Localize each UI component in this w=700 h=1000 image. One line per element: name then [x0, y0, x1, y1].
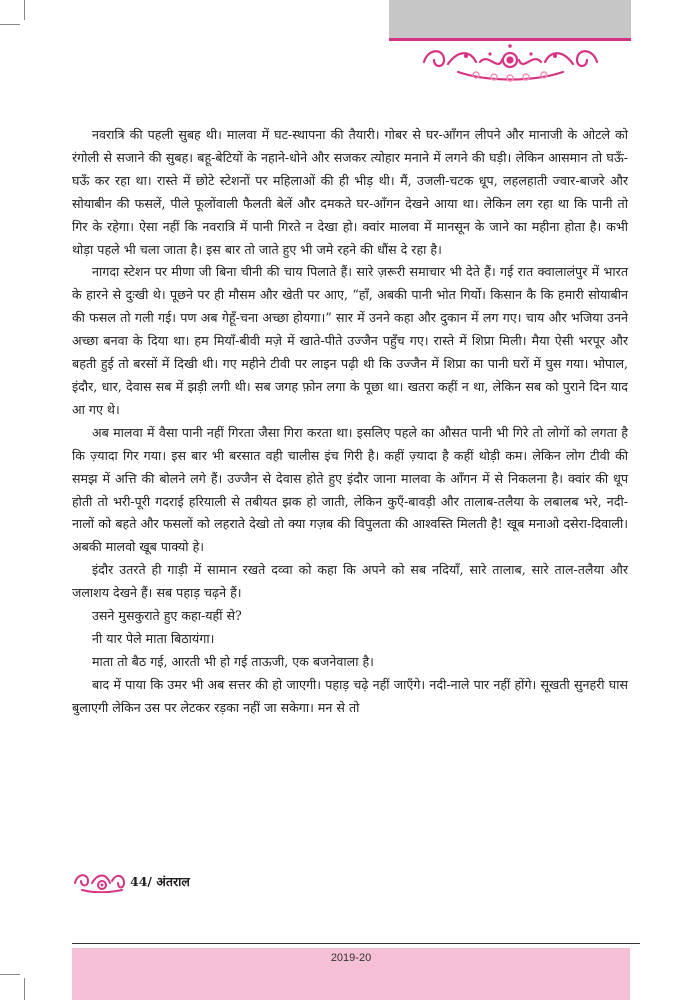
- paragraph: नागदा स्टेशन पर मीणा जी बिना चीनी की चाय पिलाते हैं। सारे ज़रूरी समाचार भी देते हैं। गई रात क्वालालंपुर में भारत के हारने से दुःखी थे। पूछने पर ही मौसम और खेती पर आए, “हाँ, अबकी पानी भोत गिर्यो। किसान कै कि हमारी सोयाबीन की फसल तो गली गई। पण अब गेहूँ-चना अच्छा होयगा।” सार में उनने कहा और दुकान में लग गए। चाय और भजिया उनने अच्छा बनवा के दिया था। हम मियाँ-बीवी मज़े में खाते-पीते उज्जैन पहुँच गए। रास्ते में शिप्रा मिली। मैया ऐसी भरपूर और बहती हुई तो बरसों में दिखी थी। गए महीने टीवी पर लाइन पढ़ी थी कि उज्जैन में शिप्रा का पानी घरों में घुस गया। भोपाल, इंदौर, धार, देवास सब में झड़ी लगी थी। सब जगह फ़ोन लगा के पूछा था। खतरा कहीं न था, लेकिन सब को पुराने दिन याद आ गए थे।: [72, 264, 628, 417]
- footer-band: [72, 948, 630, 1000]
- page-number-label: 44/ अंतराल: [130, 873, 190, 889]
- dialogue-line: माता तो बैठ गई, आरती भी हो गई ताऊजी, एक बजनेवाला है।: [92, 653, 374, 669]
- page-footer: [72, 868, 190, 894]
- year-label: 2019-20: [330, 952, 372, 964]
- dialogue-line: उसने मुसकुराते हुए कहा-यहीं से?: [92, 608, 242, 624]
- crop-mark: [24, 0, 25, 20]
- header-tab: [389, 0, 631, 38]
- paragraph: बाद में पाया कि उमर भी अब सत्तर की हो जाएगी। पहाड़ चढ़े नहीं जाएँगे। नदी-नाले पार नहीं होंगे। सूखती सुनहरी घास बुलाएगी लेकिन उस पर लेटकर रड़का नहीं जा सकेगा। मन से तो: [72, 676, 628, 715]
- paragraph: इंदौर उतरते ही गाड़ी में सामान रखते दव्वा को कहा कि अपने को सब नदियाँ, सारे तालाब, सारे ताल-तलैया और जलाशय देखने हैं। सब पहाड़ चढ़ने हैं।: [72, 562, 628, 601]
- paragraph: अब मालवा में वैसा पानी नहीं गिरता जैसा गिरा करता था। इसलिए पहले का औसत पानी भी गिरे तो लोगों को लगता है कि ज़्यादा गिर गया। इस बार भी बरसात वही चालीस इंच गिरी है। कहीं ज़्यादा है कहीं थोड़ी कम। लेकिन लोग टीवी की समझ में अत्ति की बोलने लगे हैं। उज्जैन से देवास होते हुए इंदौर जाना मालवा के आँगन में से निकलना है। क्वांर की धूप होती तो भरी-पूरी गदराई हरियाली से तबीयत झक हो जाती, लेकिन कुएँ-बावड़ी और तालाब-तलैया के लबालब भरे, नदी-नालों को बहते और फसलों को लहराते देखो तो क्या गज़ब की विपुलता की आश्वस्ति मिलती है! खूब मनाओ दसेरा-दिवाली। अबकी मालवो खूब पाक्यो हे।: [72, 424, 628, 555]
- chapter-body: [72, 124, 628, 720]
- floral-ornament-icon: [418, 42, 603, 82]
- dialogue-line: नी यार पेले माता बिठायंगा।: [92, 630, 215, 646]
- footer-rule: [72, 943, 640, 944]
- crop-mark: [0, 974, 20, 975]
- paragraph: नवरात्रि की पहली सुबह थी। मालवा में घट-स्थापना की तैयारी। गोबर से घर-आँगन लीपने और मानाजी के ओटले को रंगोली से सजाने की सुबह। बहू-बेटियों के नहाने-धोने और सजकर त्योहार मनाने में लगने की घड़ी। लेकिन आसमान तो घऊँ-घऊँ कर रहा था। रास्ते में छोटे स्टेशनों पर महिलाओं की ही भीड़ थी। मैं, उजली-चटक धूप, लहलहाती ज्वार-बाजरे और सोयाबीन की फसलें, पीले फूलोंवाली फैलती बेलें और दमकते घर-आँगन देखने आया था। लेकिन लग रहा था कि पानी तो गिर के रहेगा। ऐसा नहीं कि नवरात्रि में पानी गिरते न देखा हो। क्वांर मालवा में मानसून के जाने का महीना होता है। कभी थोड़ा पहले भी चला जाता है। इस बार तो जाते हुए भी जमे रहने की धौंस दे रहा है।: [72, 127, 628, 257]
- crop-mark: [24, 978, 25, 1000]
- header-rule: [389, 38, 631, 41]
- crop-mark: [0, 24, 20, 25]
- floral-ornament-icon: [72, 869, 128, 893]
